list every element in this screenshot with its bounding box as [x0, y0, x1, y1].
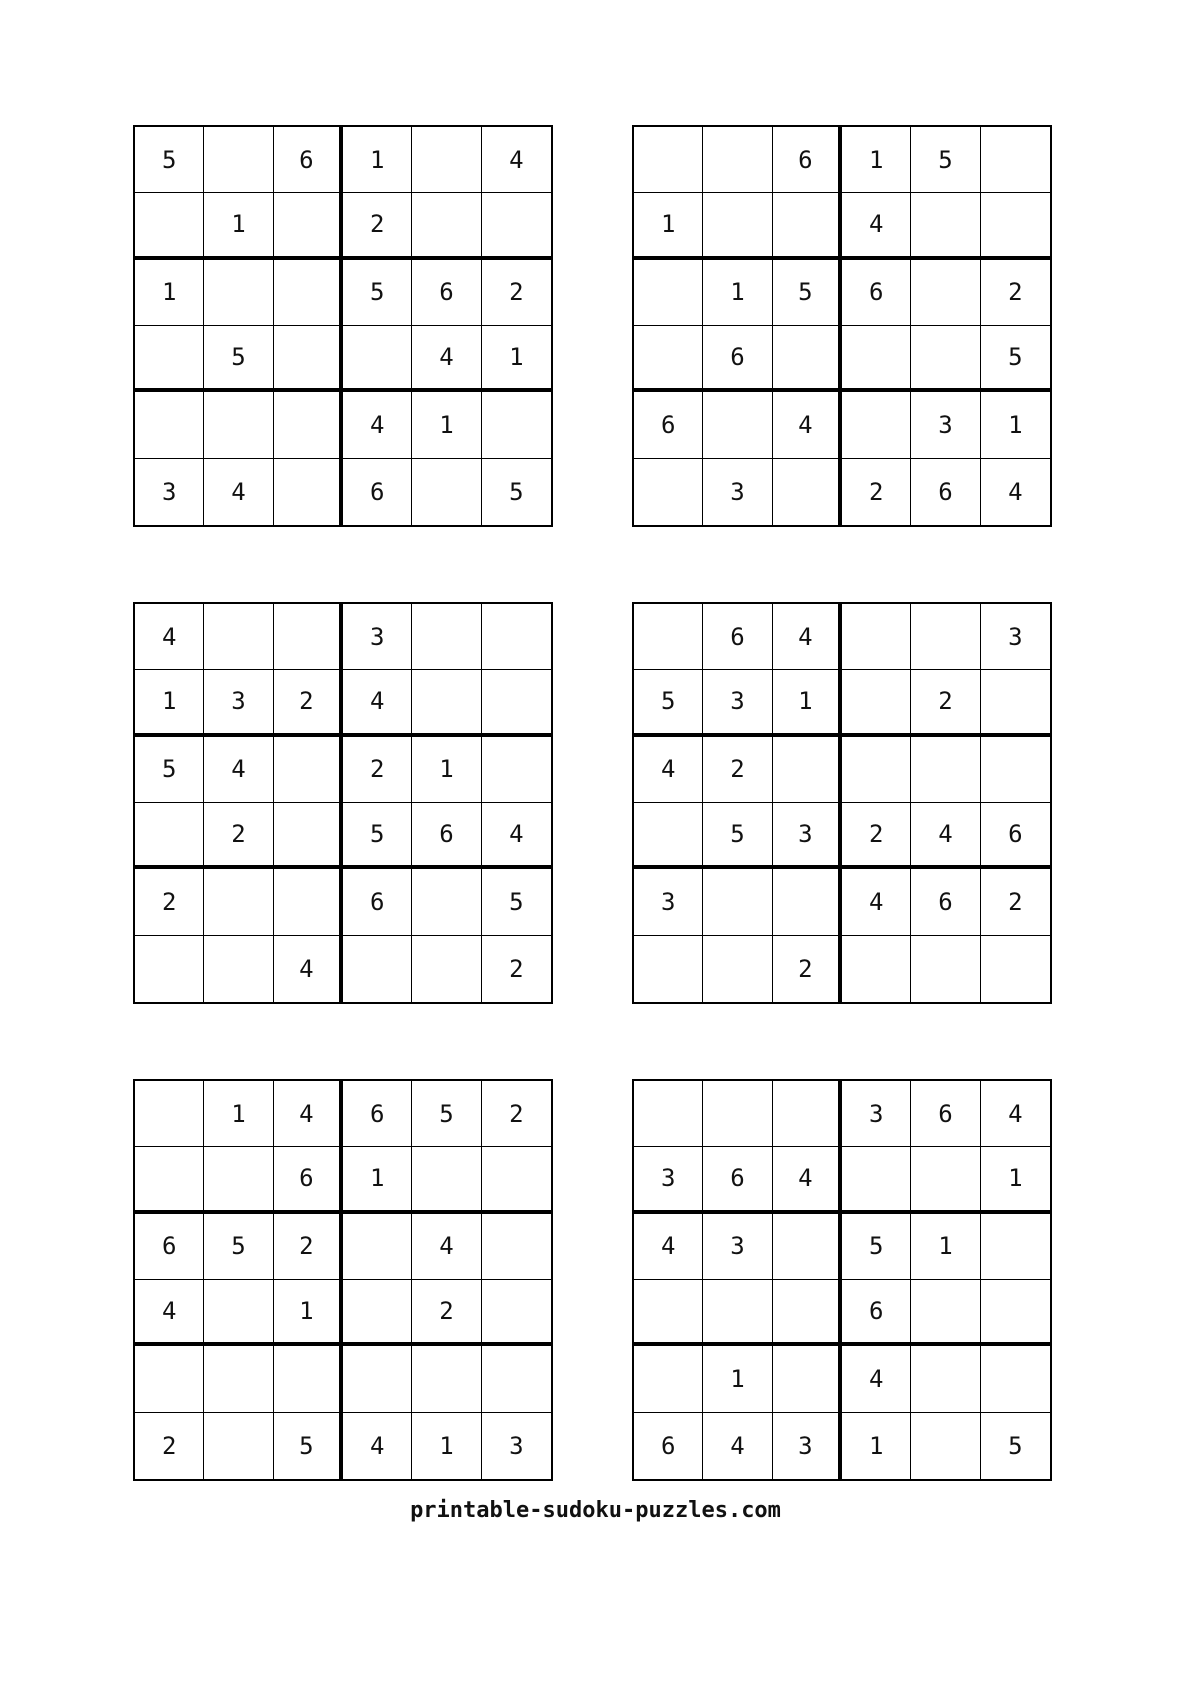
sudoku-cell: 2	[274, 1214, 343, 1280]
sudoku-cell: 3	[773, 1413, 842, 1479]
sudoku-cell	[634, 1081, 703, 1147]
sudoku-cell	[703, 1280, 772, 1346]
sudoku-cell: 6	[274, 127, 343, 193]
sudoku-cell: 6	[412, 803, 481, 869]
sudoku-cell: 1	[981, 1147, 1050, 1213]
sudoku-cell: 6	[634, 392, 703, 458]
sudoku-cell: 4	[842, 869, 911, 935]
sudoku-cell	[773, 459, 842, 525]
sudoku-cell: 3	[773, 803, 842, 869]
sudoku-cell	[274, 326, 343, 392]
sudoku-cell: 1	[703, 1346, 772, 1412]
sudoku-cell	[135, 936, 204, 1002]
sudoku-cell	[634, 1280, 703, 1346]
sudoku-cell: 2	[703, 737, 772, 803]
sudoku-cell	[135, 1081, 204, 1147]
sudoku-puzzle-3	[133, 602, 553, 1004]
sudoku-cell: 5	[842, 1214, 911, 1280]
sudoku-cell	[135, 392, 204, 458]
sudoku-cell	[911, 1280, 980, 1346]
sudoku-cell	[343, 936, 412, 1002]
sudoku-cell	[842, 604, 911, 670]
sudoku-cell	[412, 193, 481, 259]
sudoku-cell: 1	[911, 1214, 980, 1280]
sudoku-cell	[773, 1214, 842, 1280]
sudoku-cell	[274, 392, 343, 458]
sudoku-cell: 4	[343, 670, 412, 736]
sudoku-cell: 1	[703, 260, 772, 326]
sudoku-cell: 4	[981, 1081, 1050, 1147]
sudoku-cell: 2	[135, 1413, 204, 1479]
sudoku-cell: 4	[703, 1413, 772, 1479]
sudoku-cell	[412, 459, 481, 525]
sudoku-cell	[842, 936, 911, 1002]
sudoku-cell	[274, 1346, 343, 1412]
sudoku-cell	[204, 1346, 273, 1412]
sudoku-cell	[482, 1147, 551, 1213]
sudoku-cell: 4	[343, 392, 412, 458]
sudoku-cell: 3	[343, 604, 412, 670]
sudoku-cell: 4	[773, 1147, 842, 1213]
sudoku-cell: 1	[842, 1413, 911, 1479]
sudoku-cell	[981, 193, 1050, 259]
sudoku-cell: 1	[204, 1081, 273, 1147]
sudoku-cell	[911, 1346, 980, 1412]
sudoku-cell	[981, 127, 1050, 193]
sudoku-cell: 6	[703, 326, 772, 392]
sudoku-cell	[981, 1280, 1050, 1346]
sudoku-cell	[412, 670, 481, 736]
sudoku-cell: 2	[773, 936, 842, 1002]
sudoku-cell: 3	[842, 1081, 911, 1147]
sudoku-cell: 5	[482, 869, 551, 935]
sudoku-cell: 4	[1008, 477, 1023, 506]
sudoku-cell: 1	[135, 670, 204, 736]
sudoku-cell: 3	[703, 1214, 772, 1280]
sudoku-cell: 6	[634, 1413, 703, 1479]
sudoku-cell: 2	[842, 459, 911, 525]
sudoku-cell: 4	[343, 1413, 412, 1479]
sudoku-cell: 6	[274, 1147, 343, 1213]
sudoku-cell	[981, 737, 1050, 803]
sudoku-cell	[274, 604, 343, 670]
sudoku-cell	[204, 260, 273, 326]
sudoku-cell: 4	[842, 193, 911, 259]
sudoku-cell: 1	[634, 193, 703, 259]
sudoku-cell	[634, 459, 703, 525]
sudoku-cell	[911, 260, 980, 326]
sudoku-cell	[703, 193, 772, 259]
sudoku-cell	[482, 670, 551, 736]
sudoku-cell	[634, 604, 703, 670]
sudoku-cell: 4	[634, 737, 703, 803]
sudoku-cell: 2	[204, 803, 273, 869]
sudoku-cell	[482, 392, 551, 458]
sudoku-cell: 3	[204, 670, 273, 736]
sudoku-cell	[773, 1346, 842, 1412]
sudoku-cell	[412, 1346, 481, 1412]
sudoku-cell	[842, 392, 911, 458]
sudoku-cell	[482, 737, 551, 803]
sudoku-cell	[412, 127, 481, 193]
sudoku-cell: 4	[135, 604, 204, 670]
sudoku-cell: 2	[135, 869, 204, 935]
sudoku-cell	[204, 1413, 273, 1479]
sudoku-cell: 1	[343, 127, 412, 193]
sudoku-puzzle-2	[632, 125, 1052, 527]
sudoku-cell: 4	[773, 604, 842, 670]
sudoku-cell	[482, 604, 551, 670]
sudoku-cell: 5	[981, 326, 1050, 392]
sudoku-cell: 6	[343, 1081, 412, 1147]
sudoku-cell	[412, 1147, 481, 1213]
sudoku-puzzle-4	[632, 602, 1052, 1004]
sudoku-cell	[482, 193, 551, 259]
sudoku-cell: 5	[773, 260, 842, 326]
sudoku-cell	[482, 1346, 551, 1412]
sudoku-cell: 2	[981, 869, 1050, 935]
sudoku-cell: 4	[204, 737, 273, 803]
sudoku-cell: 6	[911, 869, 980, 935]
sudoku-cell: 1	[842, 127, 911, 193]
sudoku-cell: 4	[634, 1214, 703, 1280]
sudoku-cell: 2	[509, 954, 524, 983]
sudoku-cell: 4	[274, 1081, 343, 1147]
sudoku-cell: 2	[343, 737, 412, 803]
sudoku-cell	[412, 869, 481, 935]
sudoku-cell	[274, 260, 343, 326]
sudoku-cell: 6	[911, 1081, 980, 1147]
sudoku-cell	[842, 326, 911, 392]
sudoku-cell	[343, 326, 412, 392]
sudoku-cell: 3	[703, 670, 772, 736]
sudoku-cell	[773, 1081, 842, 1147]
sudoku-cell	[634, 127, 703, 193]
sudoku-cell: 4	[412, 1214, 481, 1280]
sudoku-cell	[135, 193, 204, 259]
sudoku-cell: 3	[981, 604, 1050, 670]
sudoku-cell: 5	[274, 1413, 343, 1479]
sudoku-cell	[204, 392, 273, 458]
sudoku-cell	[482, 1280, 551, 1346]
sudoku-cell	[343, 1346, 412, 1412]
sudoku-cell	[773, 737, 842, 803]
sudoku-cell: 1	[412, 1413, 481, 1479]
sudoku-cell	[911, 1413, 980, 1479]
sudoku-cell: 1	[343, 1147, 412, 1213]
sudoku-cell	[274, 193, 343, 259]
sudoku-cell: 4	[412, 326, 481, 392]
site-footer-url: printable-sudoku-puzzles.com	[410, 1498, 781, 1523]
sudoku-cell	[274, 869, 343, 935]
sudoku-cell: 5	[703, 803, 772, 869]
sudoku-cell	[842, 737, 911, 803]
sudoku-cell: 1	[482, 326, 551, 392]
sudoku-cell	[703, 936, 772, 1002]
sudoku-cell	[634, 260, 703, 326]
sudoku-cell: 3	[135, 459, 204, 525]
sudoku-cell	[204, 936, 273, 1002]
sudoku-cell: 6	[703, 1147, 772, 1213]
sudoku-cell	[911, 193, 980, 259]
sudoku-cell	[911, 604, 980, 670]
sudoku-cell: 5	[343, 260, 412, 326]
sudoku-cell: 6	[981, 803, 1050, 869]
sudoku-cell	[204, 127, 273, 193]
sudoku-cell	[773, 1280, 842, 1346]
sudoku-cell	[482, 1214, 551, 1280]
sudoku-cell	[981, 1346, 1050, 1412]
sudoku-cell	[911, 1147, 980, 1213]
sudoku-cell	[204, 869, 273, 935]
sudoku-cell	[634, 936, 703, 1002]
sudoku-cell: 1	[135, 260, 204, 326]
sudoku-cell	[634, 326, 703, 392]
sudoku-cell	[703, 127, 772, 193]
sudoku-cell	[842, 1147, 911, 1213]
sudoku-cell: 2	[412, 1280, 481, 1346]
sudoku-cell: 6	[343, 459, 412, 525]
sudoku-cell: 5	[204, 326, 273, 392]
sudoku-cell: 3	[509, 1431, 524, 1460]
sudoku-cell: 4	[482, 803, 551, 869]
sudoku-cell: 5	[135, 737, 204, 803]
sudoku-cell	[981, 1214, 1050, 1280]
sudoku-cell: 2	[911, 670, 980, 736]
sudoku-cell: 5	[135, 127, 204, 193]
sudoku-cell	[274, 803, 343, 869]
sudoku-cell	[412, 604, 481, 670]
sudoku-cell: 4	[135, 1280, 204, 1346]
sudoku-cell: 1	[412, 737, 481, 803]
sudoku-cell: 4	[842, 1346, 911, 1412]
sudoku-cell	[703, 1081, 772, 1147]
sudoku-cell	[911, 936, 980, 1002]
sudoku-cell	[634, 1346, 703, 1412]
sudoku-cell	[703, 392, 772, 458]
sudoku-cell	[981, 936, 1050, 1002]
sudoku-cell	[135, 326, 204, 392]
sudoku-cell	[703, 869, 772, 935]
sudoku-cell: 5	[1008, 1431, 1023, 1460]
sudoku-cell: 6	[412, 260, 481, 326]
sudoku-cell	[911, 326, 980, 392]
sudoku-puzzle-6	[632, 1079, 1052, 1481]
sudoku-cell: 5	[911, 127, 980, 193]
sudoku-cell	[135, 1147, 204, 1213]
sudoku-cell: 6	[135, 1214, 204, 1280]
sudoku-cell: 2	[482, 260, 551, 326]
sudoku-cell	[773, 326, 842, 392]
sudoku-cell	[135, 803, 204, 869]
sudoku-cell	[634, 803, 703, 869]
sudoku-cell: 5	[343, 803, 412, 869]
sudoku-cell: 4	[911, 803, 980, 869]
sudoku-cell: 2	[343, 193, 412, 259]
sudoku-cell: 2	[274, 670, 343, 736]
sudoku-cell	[343, 1280, 412, 1346]
sudoku-cell: 5	[204, 1214, 273, 1280]
sudoku-puzzle-5	[133, 1079, 553, 1481]
sudoku-cell: 6	[911, 459, 980, 525]
sudoku-cell: 1	[773, 670, 842, 736]
sudoku-cell: 3	[634, 1147, 703, 1213]
sudoku-cell	[773, 193, 842, 259]
sudoku-cell	[274, 459, 343, 525]
sudoku-cell: 6	[703, 604, 772, 670]
sudoku-cell: 3	[634, 869, 703, 935]
sudoku-cell: 3	[911, 392, 980, 458]
sudoku-cell: 6	[842, 1280, 911, 1346]
sudoku-cell	[981, 670, 1050, 736]
sudoku-cell: 4	[482, 127, 551, 193]
sudoku-cell: 4	[204, 459, 273, 525]
sudoku-cell: 6	[842, 260, 911, 326]
sudoku-cell	[773, 869, 842, 935]
sudoku-cell	[842, 670, 911, 736]
sudoku-cell	[204, 1147, 273, 1213]
sudoku-cell: 6	[343, 869, 412, 935]
sudoku-cell: 2	[482, 1081, 551, 1147]
sudoku-cell	[911, 737, 980, 803]
sudoku-cell	[204, 1280, 273, 1346]
sudoku-cell: 1	[412, 392, 481, 458]
sudoku-cell: 4	[773, 392, 842, 458]
sudoku-cell	[343, 1214, 412, 1280]
sudoku-cell	[204, 604, 273, 670]
sudoku-cell: 2	[981, 260, 1050, 326]
sudoku-cell	[412, 936, 481, 1002]
sudoku-cell	[274, 737, 343, 803]
sudoku-cell: 4	[274, 936, 343, 1002]
sudoku-cell	[135, 1346, 204, 1412]
sudoku-cell: 5	[412, 1081, 481, 1147]
sudoku-puzzle-1	[133, 125, 553, 527]
sudoku-cell: 5	[634, 670, 703, 736]
sudoku-cell: 6	[773, 127, 842, 193]
sudoku-cell: 1	[274, 1280, 343, 1346]
sudoku-cell: 3	[703, 459, 772, 525]
sudoku-cell: 5	[509, 477, 524, 506]
sudoku-cell: 1	[204, 193, 273, 259]
sudoku-cell: 2	[842, 803, 911, 869]
sudoku-cell: 1	[981, 392, 1050, 458]
